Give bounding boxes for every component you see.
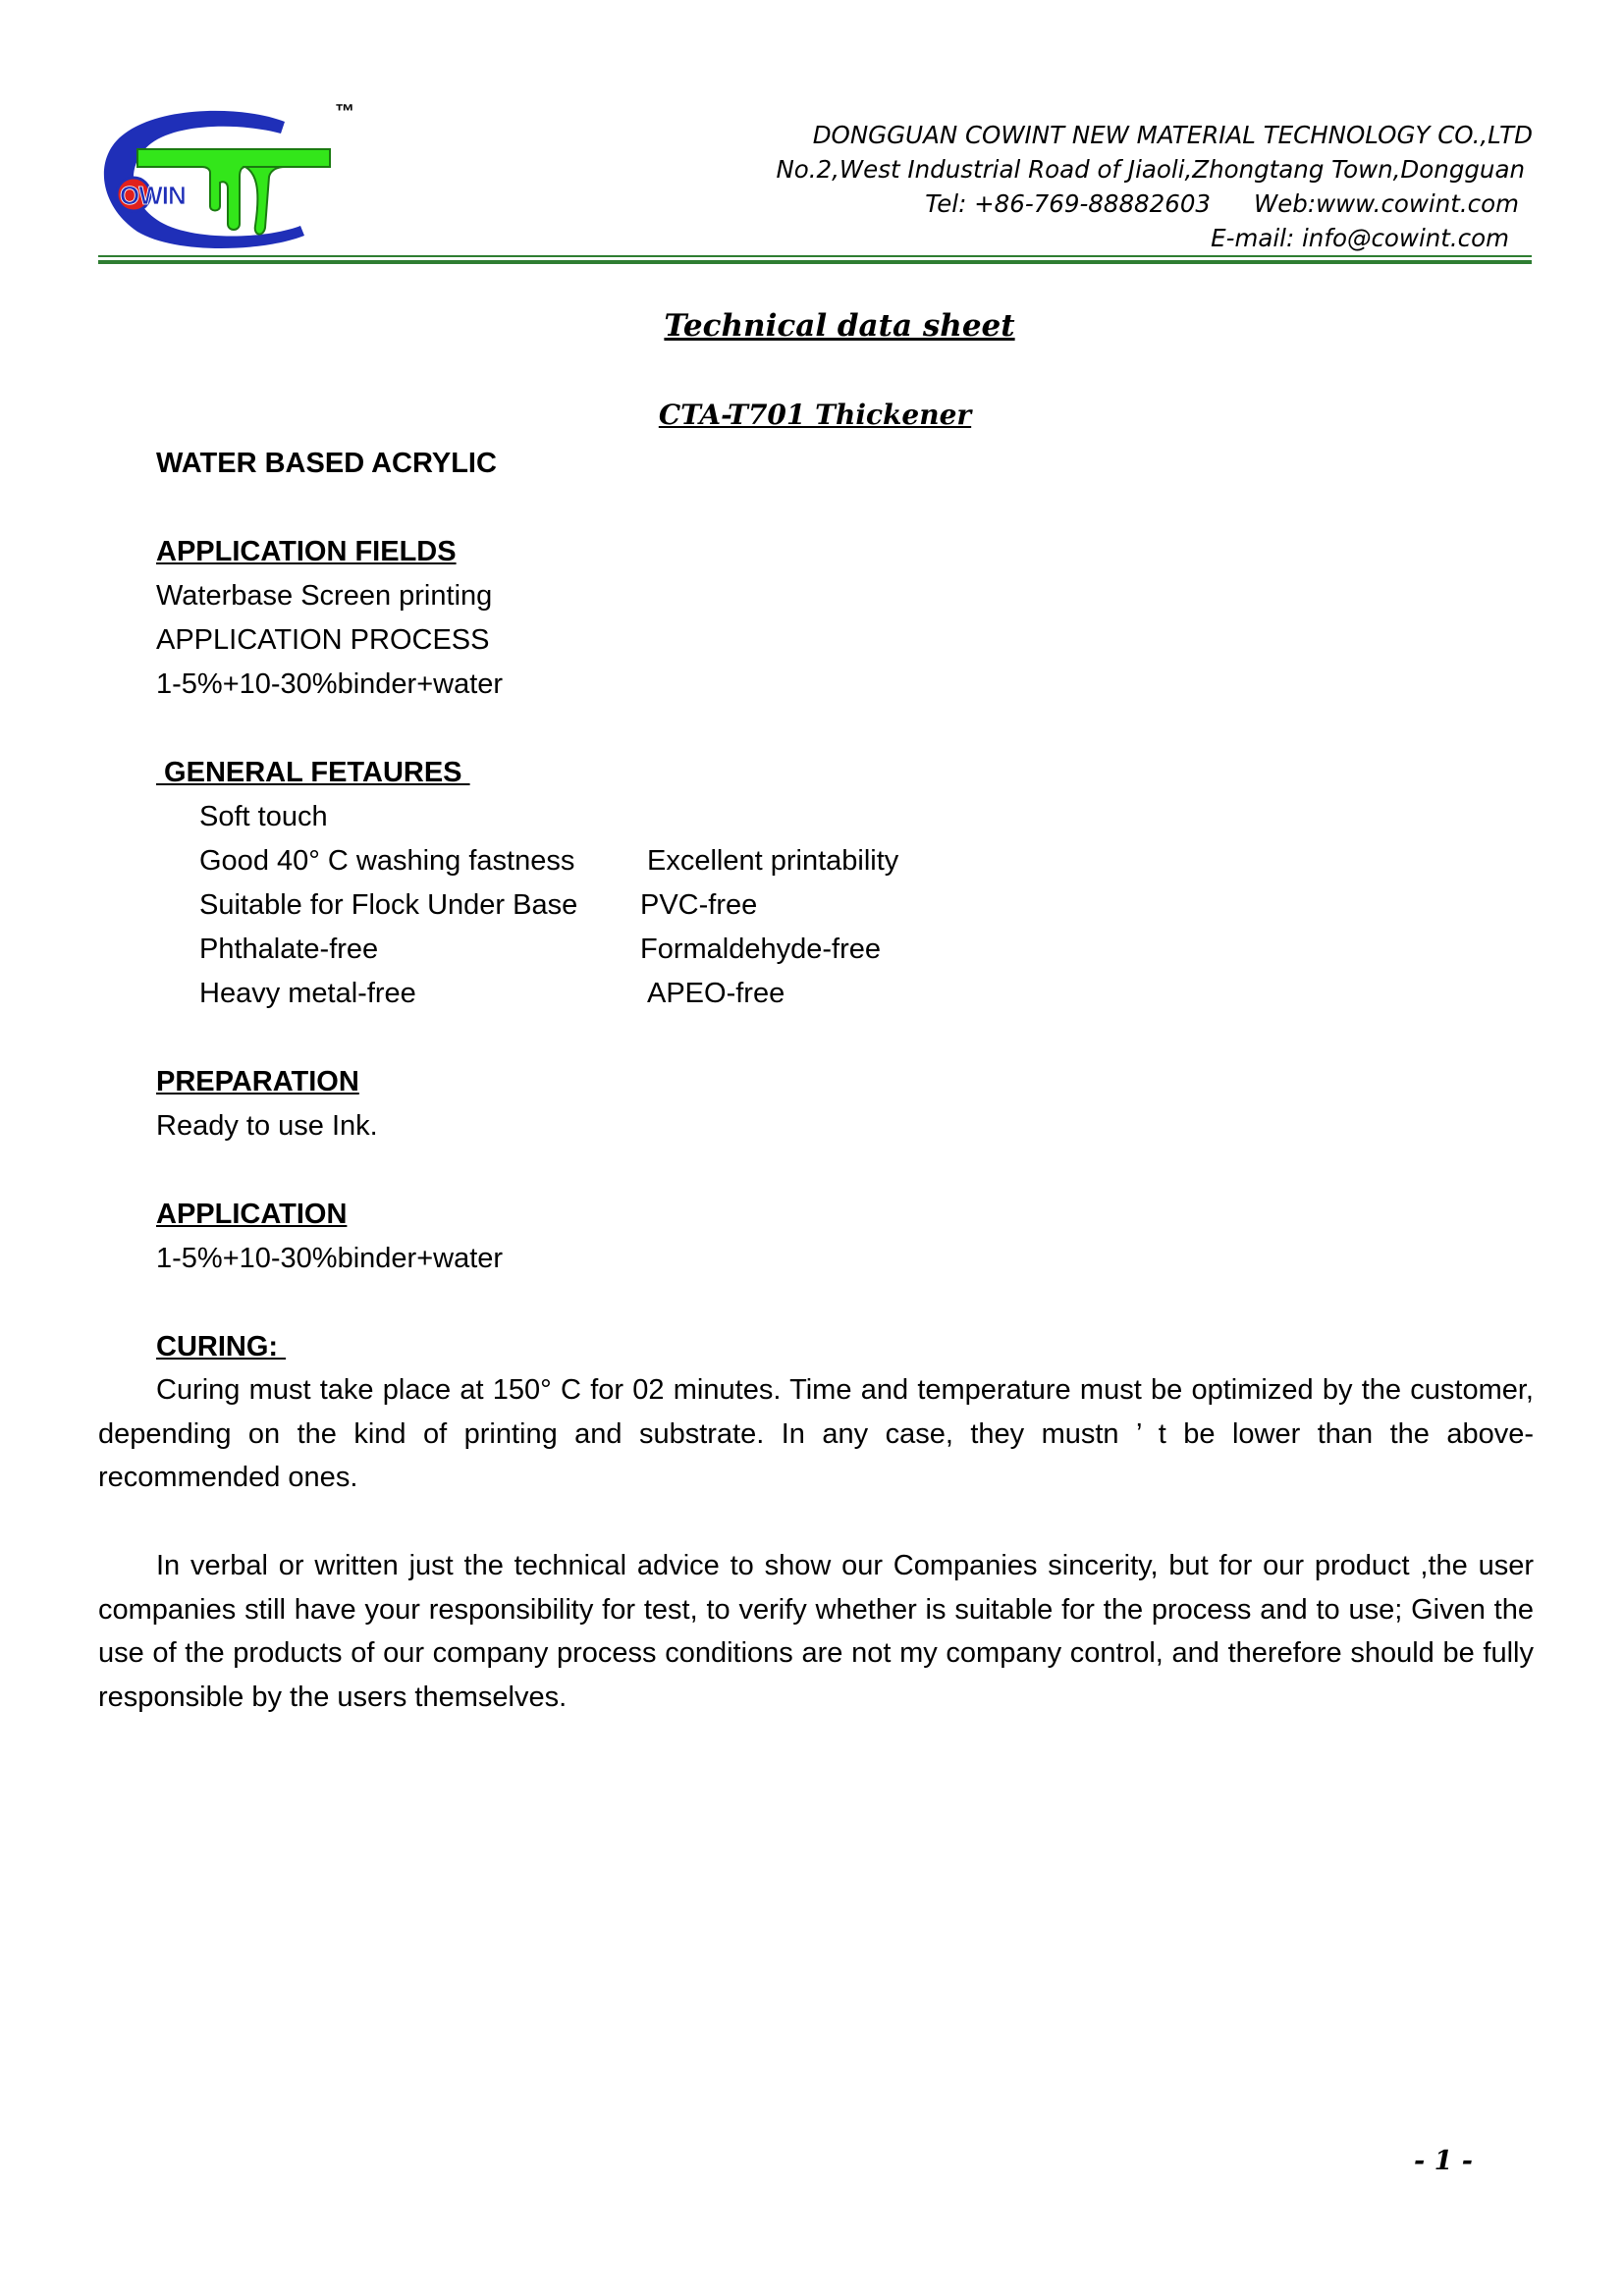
header-rule-thick bbox=[98, 260, 1532, 264]
feature-formaldehyde-free: Formaldehyde-free bbox=[640, 934, 881, 965]
feature-flock-under-base: Suitable for Flock Under Base bbox=[199, 889, 578, 921]
trademark-symbol: ™ bbox=[335, 101, 354, 123]
general-features-heading: GENERAL FETAURES bbox=[156, 757, 470, 788]
disclaimer-paragraph bbox=[98, 1544, 1534, 1719]
application-fields-heading: APPLICATION FIELDS bbox=[156, 536, 457, 567]
logo-text: OWIN bbox=[120, 181, 186, 210]
page-number: - 1 - bbox=[1414, 2146, 1473, 2176]
application-heading: APPLICATION bbox=[156, 1199, 348, 1230]
feature-washing-fastness: Good 40° C washing fastness bbox=[199, 845, 575, 877]
company-web: Web:www.cowint.com bbox=[1254, 189, 1519, 218]
application-process-label: APPLICATION PROCESS bbox=[156, 624, 490, 656]
disclaimer-text: In verbal or written just the technical advice to show our Companies sincerity, but for our product ,the user companies still have your responsibility for test, to verify whether is suitable for the process and to use; Given the use of the products of our company process conditions are not my company control, and therefore should be fully responsible by the users themselves. bbox=[98, 1550, 1534, 1713]
curing-text: Curing must take place at 150° C for 02 minutes. Time and temperature must be optimized by the customer, depending on the kind of printing and substrate. In any case, they mustn ’ t be lower than the above-recommended ones. bbox=[98, 1374, 1534, 1493]
application-process-value: 1-5%+10-30%binder+water bbox=[156, 668, 504, 700]
company-contact-line bbox=[776, 187, 1533, 221]
feature-soft-touch: Soft touch bbox=[199, 801, 328, 832]
feature-heavy-metal-free: Heavy metal-free bbox=[199, 978, 416, 1009]
product-type: WATER BASED ACRYLIC bbox=[156, 448, 497, 479]
company-email: E-mail: info@cowint.com bbox=[1211, 224, 1509, 252]
document-title: Technical data sheet bbox=[664, 308, 1015, 344]
curing-heading: CURING: bbox=[156, 1331, 287, 1362]
feature-apeo-free: APEO-free bbox=[647, 978, 785, 1009]
preparation-text: Ready to use Ink. bbox=[156, 1110, 378, 1142]
application-text: 1-5%+10-30%binder+water bbox=[156, 1243, 504, 1274]
feature-printability: Excellent printability bbox=[647, 845, 899, 877]
preparation-heading: PREPARATION bbox=[156, 1066, 359, 1097]
feature-pvc-free: PVC-free bbox=[640, 889, 758, 921]
company-address: No.2,West Industrial Road of Jiaoli,Zhongtang Town,Dongguan bbox=[776, 155, 1525, 184]
company-name: DONGGUAN COWINT NEW MATERIAL TECHNOLOGY CO.,LTD bbox=[812, 121, 1533, 149]
feature-phthalate-free: Phthalate-free bbox=[199, 934, 379, 965]
application-fields-line-1: Waterbase Screen printing bbox=[156, 580, 493, 612]
product-name: CTA-T701 Thickener bbox=[658, 399, 972, 431]
curing-paragraph bbox=[98, 1368, 1534, 1500]
header-rule-thin bbox=[98, 255, 1532, 257]
company-logo bbox=[98, 98, 353, 255]
company-info bbox=[776, 118, 1533, 255]
company-tel: Tel: +86-769-88882603 bbox=[925, 189, 1211, 218]
